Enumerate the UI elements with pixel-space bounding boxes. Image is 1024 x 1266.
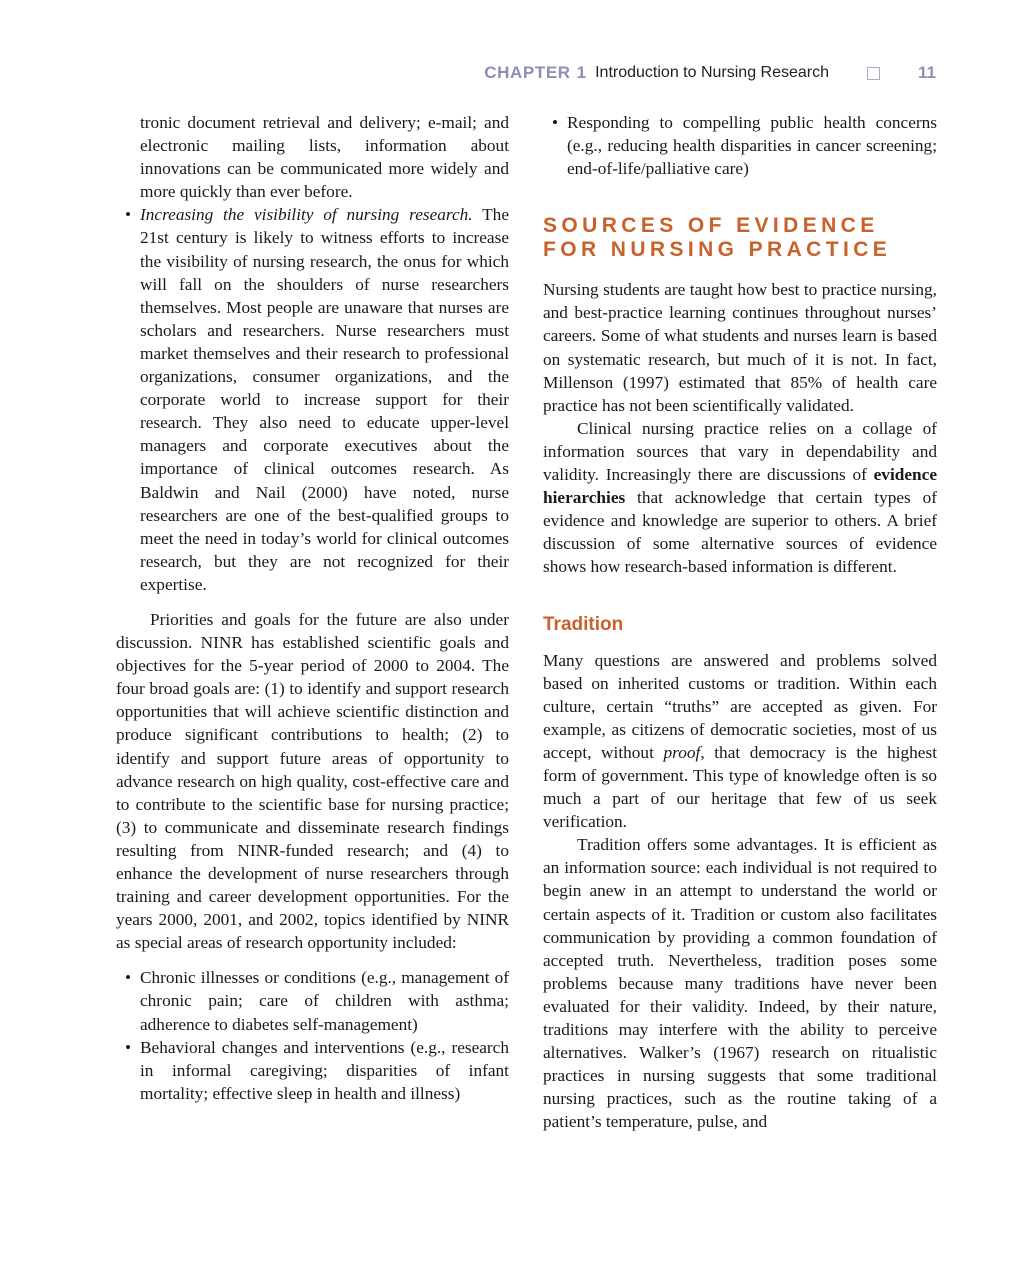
- bullet-italic-lead: Increasing the visibility of nursing research.: [140, 205, 473, 225]
- section-heading-line1: SOURCES OF EVIDENCE: [543, 214, 879, 238]
- chapter-number: 1: [576, 63, 587, 82]
- chapter-label: CHAPTER: [484, 63, 571, 82]
- page-number: 11: [918, 63, 936, 82]
- bullet-dot: •: [125, 205, 132, 225]
- bullet-dot: •: [125, 1037, 132, 1057]
- sources-paragraph-1: Nursing students are taught how best to practice nursing, and best-practice learning continues throughout nurses’ careers. Some of what students and nurses learn is based on systematic research, but much of it is not. In fact, Millenson (1997) estimated that 85% of health care practice has not been scientifically validated.: [543, 280, 937, 415]
- header-square-ornament: [867, 67, 880, 80]
- bullet-dot: •: [125, 968, 132, 988]
- right-column: [543, 111, 937, 1133]
- bullet-behavioral: [116, 1036, 509, 1105]
- left-column: [116, 111, 509, 1105]
- section-heading: [543, 214, 937, 262]
- italic-proof: proof: [663, 742, 701, 762]
- subheading-tradition: Tradition: [543, 613, 624, 635]
- priorities-paragraph: Priorities and goals for the future are also under discussion. NINR has established scientific goals and objectives for the 5-year period of 2000 to 2004. The four broad goals are: (1) to identify and support research opportunities that will achieve scientific distinction and produce significant contributions to health; (2) to identify and support future areas of opportunity to advance research on high quality, cost-effective care and to contribute to the scientific base for nursing practice; (3) to communicate and disseminate research findings resulting from NINR-funded research; and (4) to enhance the development of nurse researchers through training and career development opportunities. For the years 2000, 2001, and 2002, topics identified by NINR as special areas of research opportunity included:: [116, 609, 509, 953]
- bullet-public-health: [543, 111, 937, 180]
- bullet-visibility: [116, 203, 509, 596]
- continued-paragraph: tronic document retrieval and delivery; e-mail; and electronic mailing lists, information about innovations can be communicated more widely and more quickly than ever before.: [140, 113, 509, 202]
- running-header: [484, 61, 936, 85]
- section-heading-line2: FOR NURSING PRACTICE: [543, 238, 892, 262]
- bullet-chronic-text: Chronic illnesses or conditions (e.g., management of chronic pain; care of children with asthma; adherence to diabetes self-management): [140, 968, 509, 1034]
- sources-paragraph-2: Clinical nursing practice relies on a collage of information sources that vary in dependability and validity. Increasingly there are discussions of evidence hierarchies that acknowledge that certain types of evidence and knowledge are superior to others. A brief discussion of some alternative sources of evidence shows how research-based information is different.: [543, 418, 937, 577]
- tradition-paragraph-1: Many questions are answered and problems solved based on inherited customs or tradition. Within each culture, certain “truths” are accepted as given. For example, as citizens of democratic societies, most of us accept, without proof, that democracy is the highest form of government. This type of knowledge often is so much a part of our heritage that few of us seek verification.: [543, 650, 937, 832]
- tradition-paragraph-2: Tradition offers some advantages. It is efficient as an information source: each individual is not required to begin anew in an attempt to understand the world or certain aspects of it. Tradition or custom also facilitates communication by providing a common foundation of accepted truth. Nevertheless, tradition poses some problems because many traditions have never been evaluated for their validity. Indeed, by their nature, traditions may interfere with the ability to perceive alternatives. Walker’s (1967) research on ritualistic practices in nursing suggests that some traditional nursing practices, such as the routine taking of a patient’s temperature, pulse, and: [543, 835, 937, 1132]
- bullet-public-health-text: Responding to compelling public health concerns (e.g., reducing health disparities in cancer screening; end-of-life/palliative care): [567, 113, 937, 179]
- chapter-title: Introduction to Nursing Research: [595, 64, 830, 81]
- key-term-evidence-hierarchies: evidence hierarchies: [543, 465, 937, 508]
- bullet-chronic: [116, 966, 509, 1035]
- bullet-visibility-text: The 21st century is likely to witness efforts to increase the visibility of nursing research, the onus for which will fall on the shoulders of nurse researchers themselves. Most people are unaware that nurses are scholars and researchers. Nurse researchers must market themselves and their research to professional organizations, consumer organizations, and the corporate world to increase support for their research. They also need to educate upper-level managers and corporate executives about the importance of clinical outcomes research. As Baldwin and Nail (2000) have noted, nurse researchers are one of the best-qualified groups to meet the need in today’s world for clinical outcomes research, but they are not recognized for their expertise.: [140, 205, 509, 594]
- bullet-behavioral-text: Behavioral changes and interventions (e.g., research in informal caregiving; disparities of infant mortality; effective sleep in health and illness): [140, 1037, 509, 1103]
- bullet-dot: •: [552, 113, 559, 132]
